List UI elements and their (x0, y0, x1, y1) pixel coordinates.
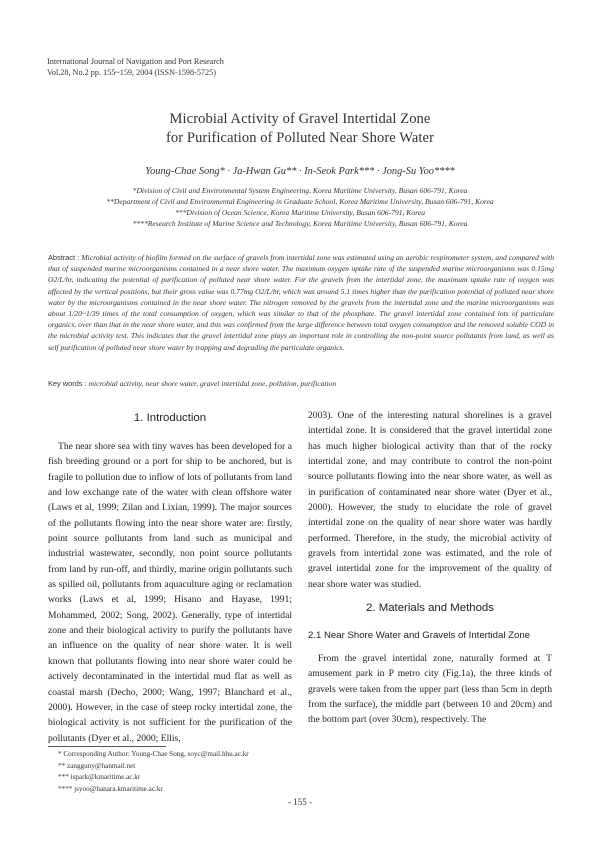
page-number: - 155 - (288, 797, 312, 807)
introduction-paragraph: The near shore sea with tiny waves has been developed for a fish breeding ground or a port for ship to be anchored, but is fragile to pollution due to inflow of lots of pollutants from land and low exchange rate of the water with clean offshore water (Laws et al, 1999; Zilan and Lixian, 1999). The major sources of the pollutants flowing into the near shore water are: firstly, point source pollutants from land such as municipal and industrial wastewater, secondly, non point source pollutants from land by run-off, and thirdly, marine origin pollutants such as spilled oil, pollutants from aquaculture aging or reclamation works (Laws et al, 1999; Hisano and Hayase, 1991; Mohammed, 2002; Song, 2002). Generally, type of intertidal zone and their biological activity to purify the pollutants have an influence on the quality of near shore water. It is well known that pollutants flowing into near shore water could be actively decontaminated in the intertidal mud flat as well as coastal marsh (Decho, 2000; Wang, 1997; Blanchard et al., 2000). However, in the case of steep rocky intertidal zone, the biological activity is not sufficient for the purification of the pollutants (Dyer et al., 2000; Ellis, (48, 441, 292, 744)
abstract-text: Microbial activity of biofilm formed on the surface of gravels from intertidal zone was estimated using an aerobic respirometer system, and compared with that of suspended marine microorganisms contained in a near shore water. The maximum oxygen uptake rate of the suspended marine microorganisms was 0.15mg O2/L/hr, indicating the potential of purification of polluted near shore water. For the gravels from the intertidal zone, the maximum uptake rate of oxygen was affected by the vertical positions, but their gross value was 0.77mg O2/L/hr, which was around 5.1 times higher than the purification potential of polluted near shore water by the microorganisms contained in the near shore water. The nitrogen removed by the gravels from the intertidal zone and the marine microorganisms was about 1/20~1/39 times of the total consumption of oxygen, which was similar to that of the phosphate. The gravel intertidal zone contained lots of particulate organics, over than that in the near shore water, and this was confirmed from the large difference between total oxygen consumption and the removed soluble COD in the microbial activity test. This indicates that the gravel intertidal zone plays an important role in controlling the non-point source pollutants from land, as well as self purification of polluted near shore water by trapping and degrading the particulate organics. (48, 253, 554, 352)
footnote-3: *** ispark@kmaritime.ac.kr (58, 773, 141, 782)
paper-title-line-2: for Purification of Polluted Near Shore Water (165, 130, 435, 146)
journal-name: International Journal of Navigation and Port Research (47, 57, 224, 66)
footnotes (58, 749, 249, 795)
affiliation-1: *Division of Civil and Environmental System Engineering, Korea Maritime University, Busan 606-791, Korea (132, 186, 468, 195)
author-list: Young-Chae Song* · Ja-Hwan Gu** · In-Seok Park*** · Jong-Su Yoo**** (145, 166, 455, 177)
keywords (48, 379, 554, 388)
abstract (48, 252, 554, 353)
introduction-heading: 1. Introduction (133, 412, 207, 424)
footnote-2: ** zangguny@hanmail.net (58, 761, 136, 770)
footnote-rule (48, 746, 166, 747)
introduction-paragraph-continued: 2003). One of the interesting natural shorelines is a gravel intertidal zone. It is considered that the gravel intertidal zone has much higher biological activity than that of the rocky intertidal zone, and may contribute to control the non-point source pollutants flowing into the near shore water, as well as in purification of contaminated near shore water (Dyer et al., 2000). However, the study to elucidate the role of gravel intertidal zone on the quality of near shore water was hardly performed. Therefore, in the study, the microbial activity of gravels from intertidal zone was estimated, and the role of gravel intertidal zone for the improvement of the quality of near shore water was studied. (308, 410, 552, 590)
affiliation-3: ***Division of Ocean Science, Korea Maritime University, Busan 606-791, Korea (175, 208, 425, 217)
affiliation-2: **Department of Civil and Environmental Engineering in Graduate School, Korea Maritime University, Busan 606-791, Korea (106, 197, 494, 206)
methods-paragraph: From the gravel intertidal zone, naturally formed at T amusement park in P metro city (Fig.1a), the three kinds of gravels were taken from the upper part (less than 5cm in depth from the surface), the middle part (between 10 and 20cm) and the bottom part (over 30cm), respectively. The (308, 653, 552, 726)
methods-heading: 2. Materials and Methods (366, 602, 494, 614)
abstract-label: Abstract : (48, 253, 80, 262)
paper-title-line-1: Microbial Activity of Gravel Intertidal Zone (169, 111, 431, 127)
keywords-text: microbial activity, near shore water, gravel intertidal zone, pollution, purification (88, 379, 337, 388)
journal-header (47, 56, 224, 78)
footnote-4: **** jsyoo@hanara.kmaritime.ac.kr (58, 784, 163, 793)
methods-subheading: 2.1 Near Shore Water and Gravels of Intertidal Zone (308, 630, 531, 641)
journal-volume: Vol.28, No.2 pp. 155~159, 2004 (ISSN-1598-5725) (47, 68, 216, 77)
keywords-label: Key words : (48, 379, 87, 388)
affiliation-4: ****Research Institute of Marine Science and Technology, Korea Maritime University, Busan 606-791, Korea (132, 219, 468, 228)
footnote-1: * Corresponding Author: Young-Chae Song, soyc@mail.hhu.ac.kr (58, 750, 249, 758)
